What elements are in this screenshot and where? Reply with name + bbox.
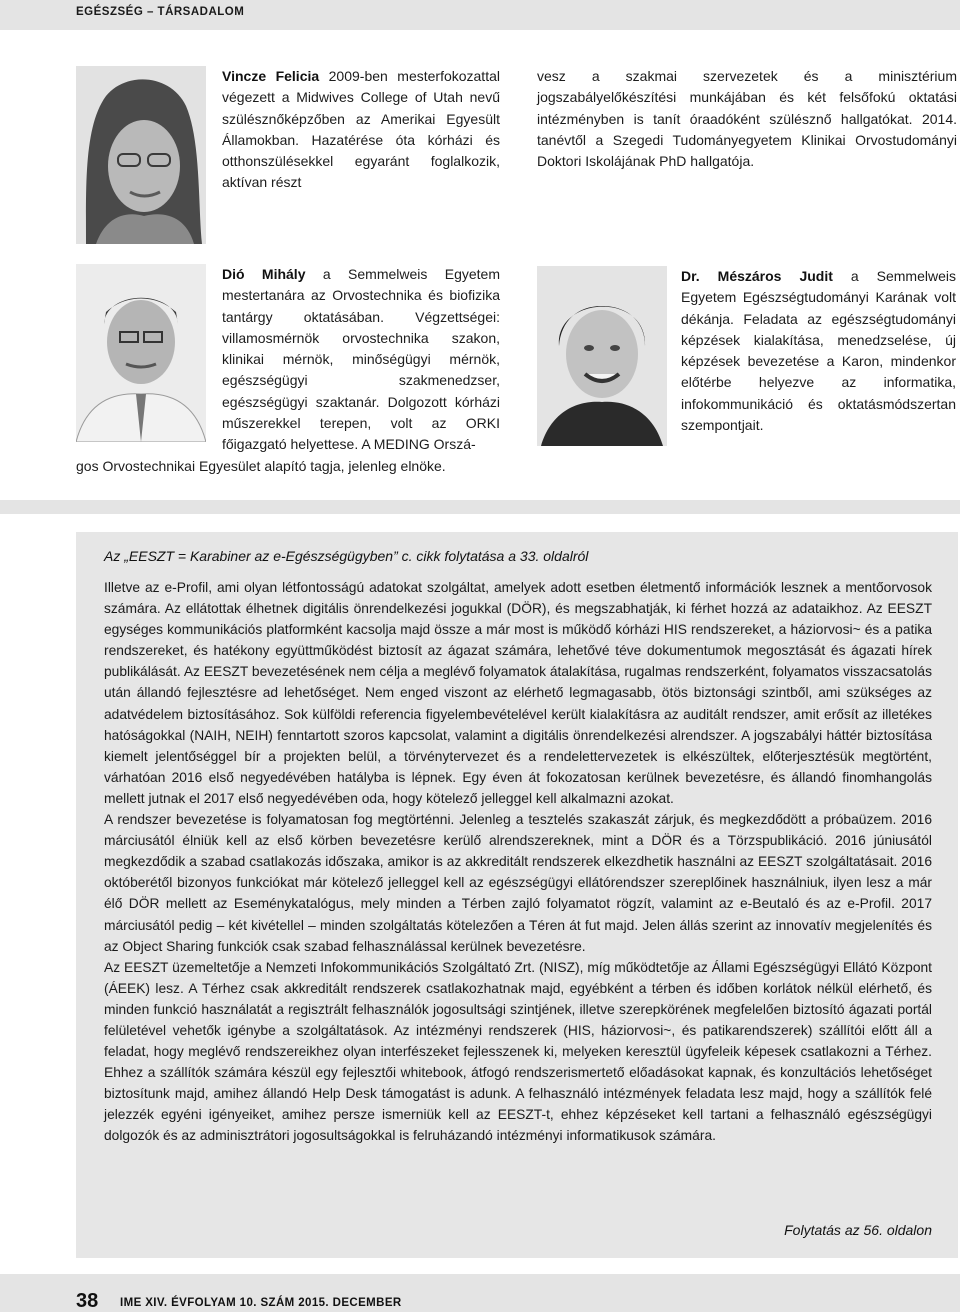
bio-dio-block [222,264,500,456]
article-title: Az „EESZT = Karabiner az e-Egészségügyben” c. cikk folytatása a 33. oldalról [104,548,589,564]
page-number: 38 [76,1290,99,1312]
section-tag: EGÉSZSÉG – TÁRSADALOM [76,6,245,18]
bio-vincze-right: vesz a szakmai szervezetek és a minisztérium jogszabályelőkészítési munkájában és két felsőfokú oktatási intézményben is tanít óraadóként szülésznő hallgatókat. 2014. tanévtől a Szegedi Tudományegyetem Klinikai Orvostudományi Doktori Iskolájának PhD hallgatója. [537,68,957,170]
article-paragraph: A rendszer bevezetése is folyamatosan fog megtörténni. Jelenleg a tesztelés szakaszát zárjuk, és megkezdődött a próbaüzem. 2016 márciusától élniük kell az első körben bevezetésre kerülő alrendszereknek, mint a DÖR és a Törzspublikáció. 2016 júniusától megkezdődik a szabad csatlakozás időszaka, amikor is az akkreditált rendszerek elkezdhetik használni az EESZT szolgáltatásait. 2016 októberétől bizonyos funkciókat már kötelező jelleggel kell az egészségügyi ellátórendszer szereplőinek használniuk, ilyen lesz a már élő DÖR mellett az Eseménykatalógus, mely minden a Térben zajló folyamatot rögzít, valamint az e-Beutaló és az e-Profil. 2017 márciusától pedig – két kivétellel – minden szolgáltatás kötelezően a Téren át fut majd. Jelen állás szerint az innovatív megjelenítés és az Object Sharing funkciók csak szabad felhasználással kerülnek bevezetésre. [104,812,932,954]
section-divider [0,500,960,514]
portrait-vincze-felicia [76,66,206,244]
bio-meszaros-text: a Semmelweis Egyetem Egészségtudományi Karának volt dékánja. Feladata az egészségtudományi képzések kialakítása, menedzselése, új képzések bevezetése a Karon, mindenkor előtérbe helyezve az informatika, infokommunikáció és oktatásmódszertan szempontjait. [681,268,956,434]
article-paragraph: Illetve az e-Profil, ami olyan létfontosságú adatokat szolgáltat, amelyek adott esetben életmentő információk lesznek a mentőorvosok számára. Az ellátottak élhetnek digitális önrendelkezési jogukkal (DÖR), és megszabhatják, ki férhet hozzá az adataikhoz. Az EESZT egységes kommunikációs platformként kacsolja majd össze a már most is működő kórházi HIS rendszereket, a háziorvosi~ és a patika rendszereket, és hatékony együttműködést biztosít az ágazat számára, lehetővé téve dokumentumok megosztását és ágazati hírek publikálását. Az EESZT bevezetésének nem célja a meglévő folyamatok átalakítása, rugalmas rendszerként, folyamatos visszacsatolás után állandó fejlesztésre ad lehetőséget. Nem enged viszont az elérhető legmagasabb, ötös biztonsági szintből, ami szükséges az adatvédelem biztosításához. Sok külföldi referencia figyelembevételével került kialakításra az auditált rendszer, amit erősít az illetékes hatóságokkal (NAIH, NEIH) fenntartott szoros kapcsolat, valamint a digitális önrendelkezési alrendszer. A jogszabályi háttér biztosítása kiemelt jelentőséggel bír a projekten belül, a törvénytervezet és a rendelettervezetek is elkészültek, előterjesztésük megtörtént, várhatóan 2016 első negyedévében hatályba is lépnek. Egy éven át fokozatosan kerülnek bevezetésre, és állandó finomhangolás mellett jutnak el 2017 első negyedévében oda, hogy kötelező jelleggel kell alkalmazni azokat. [104,580,932,806]
bio-dio-name: Dió Mihály [222,266,306,282]
article-paragraph: Az EESZT üzemeltetője a Nemzeti Infokommunikációs Szolgáltató Zrt. (NISZ), míg működtetője az Állami Egészségügyi Ellátó Központ (ÁEEK) lesz. A Térhez csak akkreditált rendszerek csatlakozhatnak majd, egyébként a térben és időben korlátok nélkül elérhető, és minden funkció használatát a regisztrált felhasználók jogosultsági szintjének, illetve szerepkörének megfelelően biztosító ágazati portál felületével vehetők igénybe a szolgáltatások. Az intézményi rendszerek (HIS, háziorvosi~, és patikarendszerek) szállítói előtt áll a feladat, hogy meglévő rendszereikhez olyan interfészeket fejlesszenek ki, melyeken keresztül ügyfeleik képesek csatlakozni a Térhez. Ehhez a szállítók számára készül egy fejlesztői whitebook, átfogó rendszerismertető előadásokat kapnak, és konzultációs lehetőséget biztosítunk majd, amihez állandó Help Desk támogatást is adunk. A felhasználó intézmények feladata lesz majd, hogy a szállítók felé jelezzék egyéni igényeiket, amihez persze ismerniük kell az EESZT-t, ehhez képzéseket kell tartani a felhasználó egészségügyi dolgozók és az adminisztrátori jogosultságokkal is felruházandó intézményi informatikusok számára. [104,959,932,1144]
article-body [104,577,932,1147]
journal-issue: IME XIV. ÉVFOLYAM 10. SZÁM 2015. DECEMBER [120,1297,402,1309]
portrait-meszaros-judit [537,266,667,446]
portrait-dio-mihaly [76,264,206,442]
continuation-note: Folytatás az 56. oldalon [784,1222,932,1238]
bio-meszaros [681,266,956,436]
bio-dio-text: a Semmelweis Egyetem mestertanára az Orvostechnika és biofizika tantárgy oktatásában. Végzettségei: villamosmérnök orvostechnika szakon, klinikai mérnök, minőségügyi mérnök, egészségügyi szakmenedzser, egészségügyi szaktanár. Dolgozott kórházi műszerekkel terepen, volt az ORKI főigazgató helyettese. A MEDING Orszá- [222,266,500,453]
bio-dio-tail: gos Orvostechnikai Egyesület alapító tagja, jelenleg elnöke. [76,458,446,474]
bio-meszaros-name: Dr. Mészáros Judit [681,268,833,284]
bio-vincze-text-left: 2009-ben mesterfokozattal végezett a Midwives College of Utah nevű szülésznőképzőben az Amerikai Egyesült Államokban. Hazatérése óta kórházi és otthonszülésekkel egyaránt foglalkozik, aktívan részt [222,68,500,191]
bio-vincze-name: Vincze Felicia [222,68,320,84]
bio-vincze-left [222,66,500,194]
